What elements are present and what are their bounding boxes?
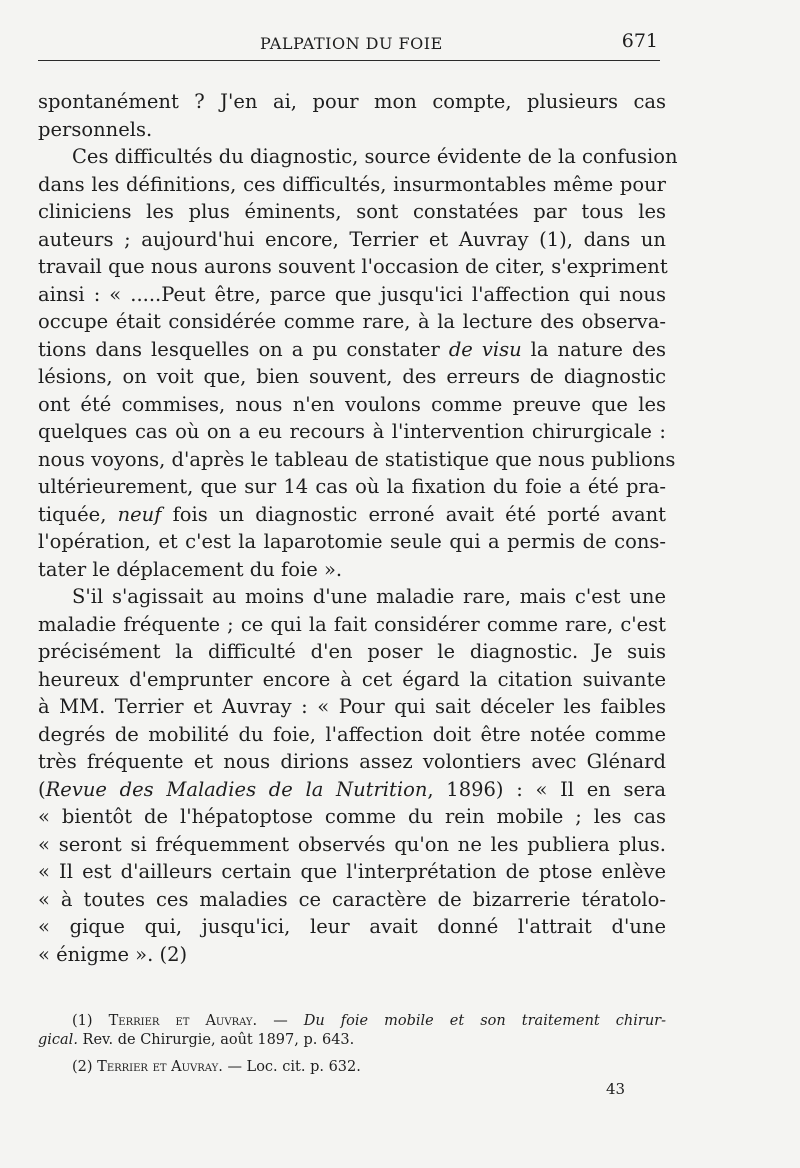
text-line: ultérieurement, que sur 14 cas où la fixation du foie a été pra- (38, 475, 666, 498)
text-line: « à toutes ces maladies ce caractère de bizarrerie tératolo- (38, 887, 666, 911)
text-line: dans les définitions, ces difficultés, insurmontables même pour (38, 172, 666, 196)
text-line: l'opération, et c'est la laparotomie seule qui a permis de cons- (38, 530, 666, 553)
body-text (38, 88, 678, 968)
text-line: tater le déplacement du foie ». (38, 557, 343, 581)
running-title: PALPATION DU FOIE (260, 34, 443, 53)
text-line: lésions, on voit que, bien souvent, des erreurs de diagnostic (38, 365, 666, 388)
footnote-1: (1) Terrier et Auvray. — Du foie mobile et son traitement chirur- (72, 1013, 666, 1029)
text-line: « bientôt de l'hépatoptose comme du rein mobile ; les cas (38, 805, 666, 828)
text-line: nous voyons, d'après le tableau de statistique que nous publions (38, 447, 676, 471)
page-header (38, 30, 660, 61)
text-line: heureux d'emprunter encore à cet égard la citation suivante (38, 667, 666, 691)
text-line: (Revue des Maladies de la Nutrition, 1896) : « Il en sera (38, 777, 666, 801)
text-line: tiquée, neuf fois un diagnostic erroné avait été porté avant (38, 502, 667, 526)
page-number: 671 (621, 30, 658, 52)
text-line: précisément la difficulté d'en poser le diagnostic. Je suis (38, 640, 666, 663)
text-line: ainsi : « .....Peut être, parce que jusqu'ici l'affection qui nous (38, 282, 666, 306)
text-line: S'il s'agissait au moins d'une maladie rare, mais c'est une (72, 585, 666, 608)
text-line: maladie fréquente ; ce qui la fait considérer comme rare, c'est (38, 612, 666, 636)
footnotes (38, 1012, 666, 1077)
text-line: Ces difficultés du diagnostic, source évidente de la confusion (72, 145, 678, 168)
signature-mark: 43 (606, 1080, 626, 1098)
text-line: travail que nous aurons souvent l'occasion de citer, s'expriment (38, 255, 668, 278)
text-line: personnels. (38, 117, 153, 141)
footnote-1-cont: gical. Rev. de Chirurgie, août 1897, p. 643. (38, 1032, 355, 1048)
text-line: « énigme ». (2) (38, 942, 188, 966)
text-line: tions dans lesquelles on a pu constater de visu la nature des (38, 337, 666, 361)
text-line: degrés de mobilité du foie, l'affection doit être notée comme (38, 722, 666, 746)
footnote-2: (2) Terrier et Auvray. — Loc. cit. p. 632. (72, 1059, 361, 1075)
text-line: quelques cas où on a eu recours à l'intervention chirurgicale : (38, 420, 666, 443)
text-line: spontanément ? J'en ai, pour mon compte, plusieurs cas (38, 90, 666, 113)
text-line: occupe était considérée comme rare, à la lecture des observa- (38, 310, 666, 333)
text-line: « gique qui, jusqu'ici, leur avait donné l'attrait d'une (38, 915, 666, 938)
text-line: très fréquente et nous dirions assez volontiers avec Glénard (38, 750, 666, 773)
text-line: auteurs ; aujourd'hui encore, Terrier et Auvray (1), dans un (38, 227, 666, 251)
text-line: « Il est d'ailleurs certain que l'interprétation de ptose enlève (38, 860, 666, 883)
text-line: cliniciens les plus éminents, sont constatées par tous les (38, 200, 666, 223)
text-line: à MM. Terrier et Auvray : « Pour qui sait déceler les faibles (38, 695, 666, 718)
text-line: « seront si fréquemment observés qu'on ne les publiera plus. (38, 832, 666, 856)
text-line: ont été commises, nous n'en voulons comme preuve que les (38, 392, 666, 416)
